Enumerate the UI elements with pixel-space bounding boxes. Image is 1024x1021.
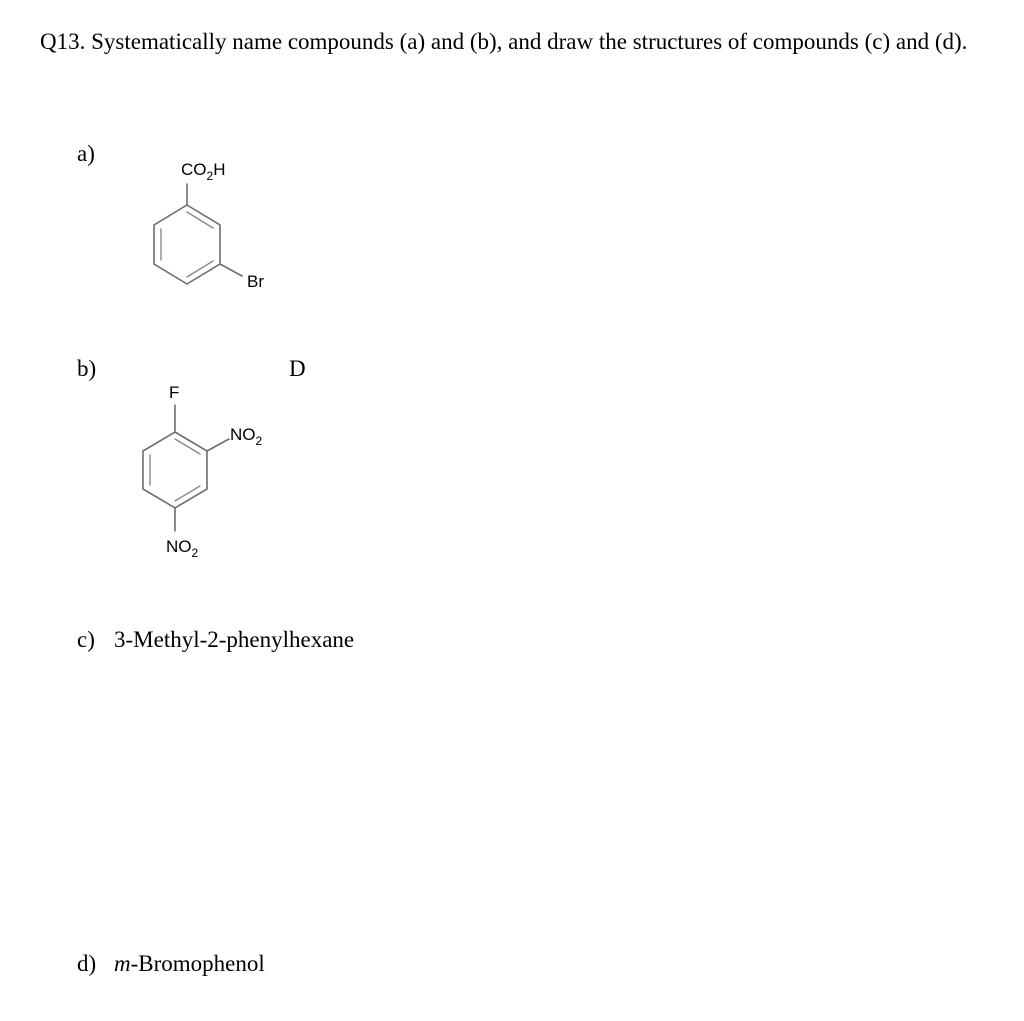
double-bond-a-1 bbox=[187, 212, 213, 228]
part-c-label: c) bbox=[77, 627, 95, 652]
fluoro-label-b: F bbox=[169, 383, 180, 402]
part-c-compound-name: 3-Methyl-2-phenylhexane bbox=[114, 627, 355, 652]
benzene-ring-a bbox=[154, 205, 220, 284]
double-bond-a-3 bbox=[187, 261, 213, 277]
carboxyl-label-a: $CO_2H$ bbox=[181, 160, 226, 183]
bond-a-bromo bbox=[220, 264, 242, 276]
part-a-label: a) bbox=[77, 141, 95, 166]
part-d-name: -Bromophenol bbox=[130, 951, 265, 976]
part-b-label: b) bbox=[77, 356, 97, 381]
nitro-para-label-b: $NO_2$ bbox=[166, 537, 199, 560]
annotation-d: D bbox=[289, 356, 306, 381]
bromo-label-a: Br bbox=[247, 272, 264, 291]
nitro-ortho-label-b: $NO_2$ bbox=[230, 425, 263, 448]
part-d-prefix: m bbox=[114, 951, 131, 976]
question-text: Q13. Systematically name compounds (a) and (b), and draw the structures of compounds (c) and (d). bbox=[40, 29, 968, 54]
part-d-label: d) bbox=[77, 951, 97, 976]
part-d-compound-name bbox=[114, 950, 265, 978]
